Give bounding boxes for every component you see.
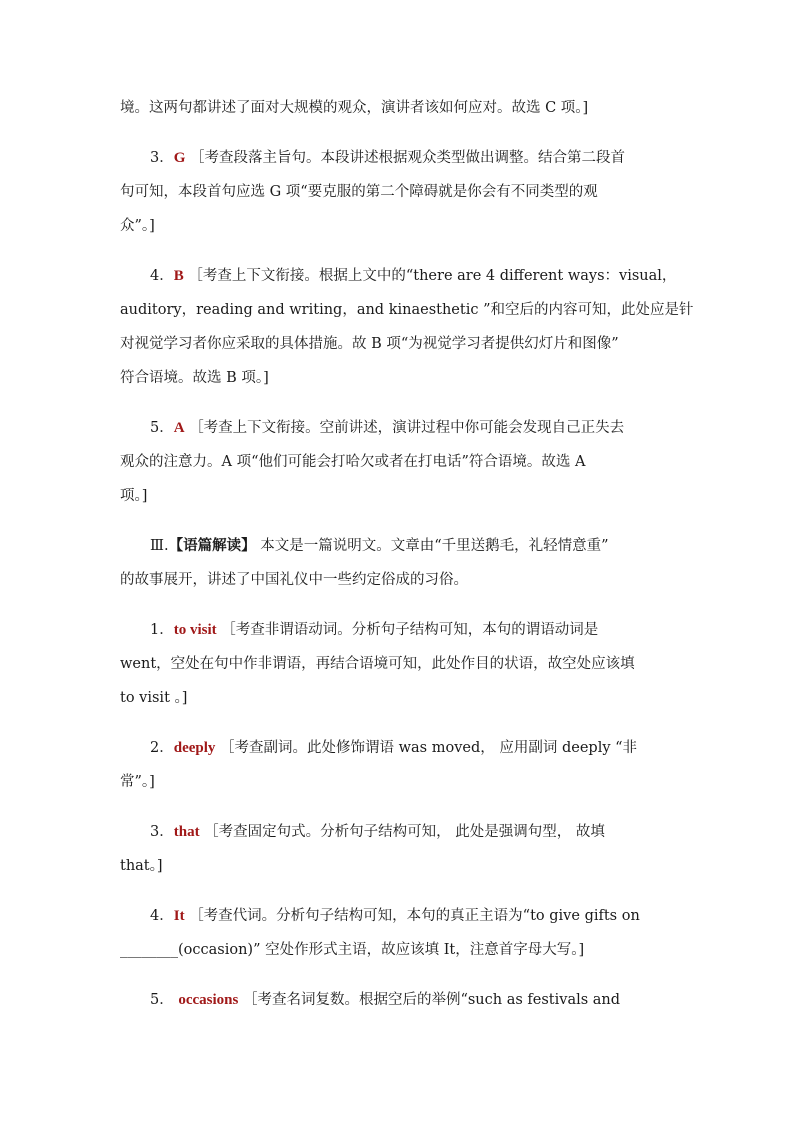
text-line: ________(occasion)” 空处作形式主语，故应该填 It，注意首字母大写。] (120, 942, 585, 958)
text-line: that。] (120, 858, 163, 874)
answer-letter: A (173, 420, 185, 436)
text-line: 众”。] (120, 218, 155, 234)
answer-word: to visit (173, 622, 217, 638)
text-line: 符合语境。故选 B 项。] (120, 370, 269, 386)
answer-word: that (173, 824, 200, 840)
item-number: 4． (150, 268, 174, 284)
text-line: 常”。] (120, 774, 155, 790)
answer-item-4-line: 4．B ［考查上下文衔接。根据上文中的“there are 4 different ways：visual， (150, 268, 677, 284)
text-line: 的故事展开，讲述了中国礼仪中一些约定俗成的习俗。 (120, 572, 468, 588)
answer-item-4b-line: 4．It ［考查代词。分析句子结构可知，本句的真正主语为“to give gifts on (150, 908, 640, 924)
text-line: 项。] (120, 488, 148, 504)
answer-item-5-line: 5．A ［考查上下文衔接。空前讲述，演讲过程中你可能会发现自己正失去 (150, 420, 625, 436)
answer-letter: G (173, 150, 186, 166)
answer-word: deeply (173, 740, 216, 756)
text-line: went，空处在句中作非谓语，再结合语境可知，此处作目的状语，故空处应该填 (120, 656, 635, 672)
text-line: 对视觉学习者你应采取的具体措施。故 B 项“为视觉学习者提供幻灯片和图像” (120, 336, 619, 352)
answer-item-3b-line: 3．that ［考查固定句式。分析句子结构可知， 此处是强调句型， 故填 (150, 824, 605, 840)
answer-word: occasions (178, 992, 239, 1008)
item-number: 5． (150, 992, 174, 1008)
item-number: 5． (150, 420, 174, 436)
item-number: 2． (150, 740, 174, 756)
text-line: 句可知，本段首句应选 G 项“要克服的第二个障碍就是你会有不同类型的观 (120, 184, 598, 200)
text-line: auditory，reading and writing，and kinaesthetic ”和空后的内容可知，此处应是针 (120, 302, 694, 318)
text-line: 观众的注意力。A 项“他们可能会打哈欠或者在打电话”符合语境。故选 A (120, 454, 586, 470)
section-iii-heading-line: Ⅲ.【语篇解读】 本文是一篇说明文。文章由“千里送鹅毛，礼轻情意重” (150, 537, 609, 554)
item-number: 3． (150, 150, 174, 166)
answer-item-3-line: 3．G ［考查段落主旨句。本段讲述根据观众类型做出调整。结合第二段首 (150, 150, 626, 166)
answer-word: It (173, 908, 185, 924)
answer-item-1-line: 1．to visit ［考查非谓语动词。分析句子结构可知，本句的谓语动词是 (150, 622, 599, 638)
section-label: 【语篇解读】 (168, 537, 256, 554)
text-line: 境。这两句都讲述了面对大规模的观众，演讲者该如何应对。故选 C 项。] (120, 100, 589, 116)
answer-letter: B (173, 268, 184, 284)
item-number: 1． (150, 622, 174, 638)
answer-item-2-line: 2．deeply ［考查副词。此处修饰谓语 was moved， 应用副词 deeply “非 (150, 740, 638, 756)
item-number: 4． (150, 908, 174, 924)
item-number: 3． (150, 824, 174, 840)
section-number: Ⅲ. (150, 538, 169, 554)
answer-item-5b-line: 5． occasions ［考查名词复数。根据空后的举例“such as festivals and (150, 992, 621, 1008)
text-line: to visit 。] (120, 690, 188, 706)
